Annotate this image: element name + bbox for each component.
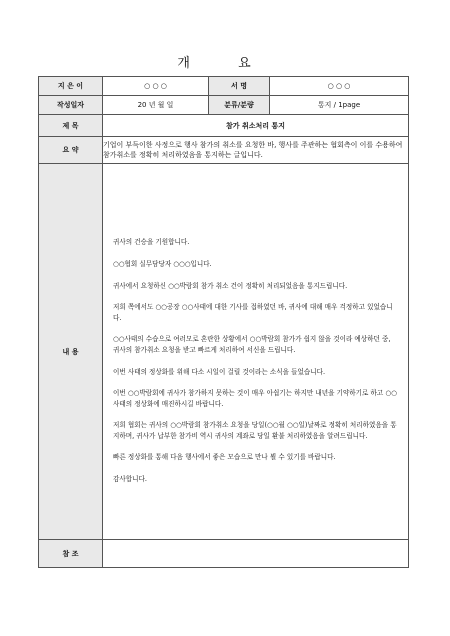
content-body	[103, 164, 409, 540]
reference-label: 참 조	[39, 540, 103, 568]
content-paragraph: 귀사의 건승을 기원합니다.	[113, 237, 190, 246]
content-paragraph: 이번 사태의 정상화를 위해 다소 시일이 걸릴 것이라는 소식을 들었습니다.	[113, 367, 326, 376]
subject-label: 제 목	[39, 115, 103, 137]
content-paragraph: 저희 쪽에서도 ○○공장 ○○사태에 대한 기사를 접하였던 바, 귀사에 대해 매우 걱정하고 있었습니다.	[113, 303, 393, 322]
summary-form-table	[38, 76, 409, 568]
reviewer-label: 서 명	[209, 77, 270, 96]
date-row	[39, 96, 409, 115]
content-row	[39, 164, 409, 540]
author-row	[39, 77, 409, 96]
author-label: 지 은 이	[39, 77, 103, 96]
content-paragraph: 감사합니다.	[113, 475, 147, 484]
category-value: 통지 / 1page	[270, 96, 409, 115]
content-text	[103, 207, 408, 485]
subject-value: 참가 취소처리 통지	[103, 115, 409, 137]
reviewer-value: ○ ○ ○	[270, 77, 409, 96]
subject-row	[39, 115, 409, 137]
content-paragraph: ○○사태의 수습으로 여러모로 혼란한 상황에서 ○○박람회 참가가 쉽지 않을 것이라 예상하던 중, 귀사의 참가취소 요청을 받고 빠르게 처리하여 서신을 드립니다.	[113, 335, 391, 354]
reference-row	[39, 540, 409, 568]
reference-value	[103, 540, 409, 568]
summary-value: 기업이 부득이한 사정으로 행사 참가의 취소를 요청한 바, 행사를 주관하는 협회측이 이를 수용하여 참가취소를 정확히 처리하였음을 통지하는 글입니다.	[103, 137, 409, 164]
content-paragraph: 이번 ○○박람회에 귀사가 참가하지 못하는 것이 매우 아쉽기는 하지만 내년을 기약하기로 하고 ○○사태의 정상화에 매진하시길 바랍니다.	[113, 389, 397, 408]
summary-label: 요 약	[39, 137, 103, 164]
content-paragraph: 저희 협회는 귀사의 ○○박람회 참가취소 요청을 당일(○○월 ○○일)날짜로 정확히 처리하였음을 통지하며, 귀사가 납부한 참가비 역시 귀사의 계좌로 당일 환불 처리하였음을 알려드립니다.	[113, 421, 397, 440]
document-title: 개 요	[177, 56, 273, 71]
content-paragraph: ○○협회 실무담당자 ○○○입니다.	[113, 259, 212, 268]
author-value: ○ ○ ○	[103, 77, 209, 96]
summary-row	[39, 137, 409, 164]
content-label: 내 용	[39, 164, 103, 540]
category-label: 분류/분량	[209, 96, 270, 115]
content-paragraph: 빠른 정상화를 통해 다음 행사에서 좋은 모습으로 만나 뵐 수 있기를 바랍니다.	[113, 453, 336, 462]
content-paragraph: 귀사에서 요청하신 ○○박람회 참가 취소 건이 정확히 처리되었음을 통지드립니다.	[113, 281, 348, 290]
date-label: 작성일자	[39, 96, 103, 115]
date-value: 20 년 월 일	[103, 96, 209, 115]
